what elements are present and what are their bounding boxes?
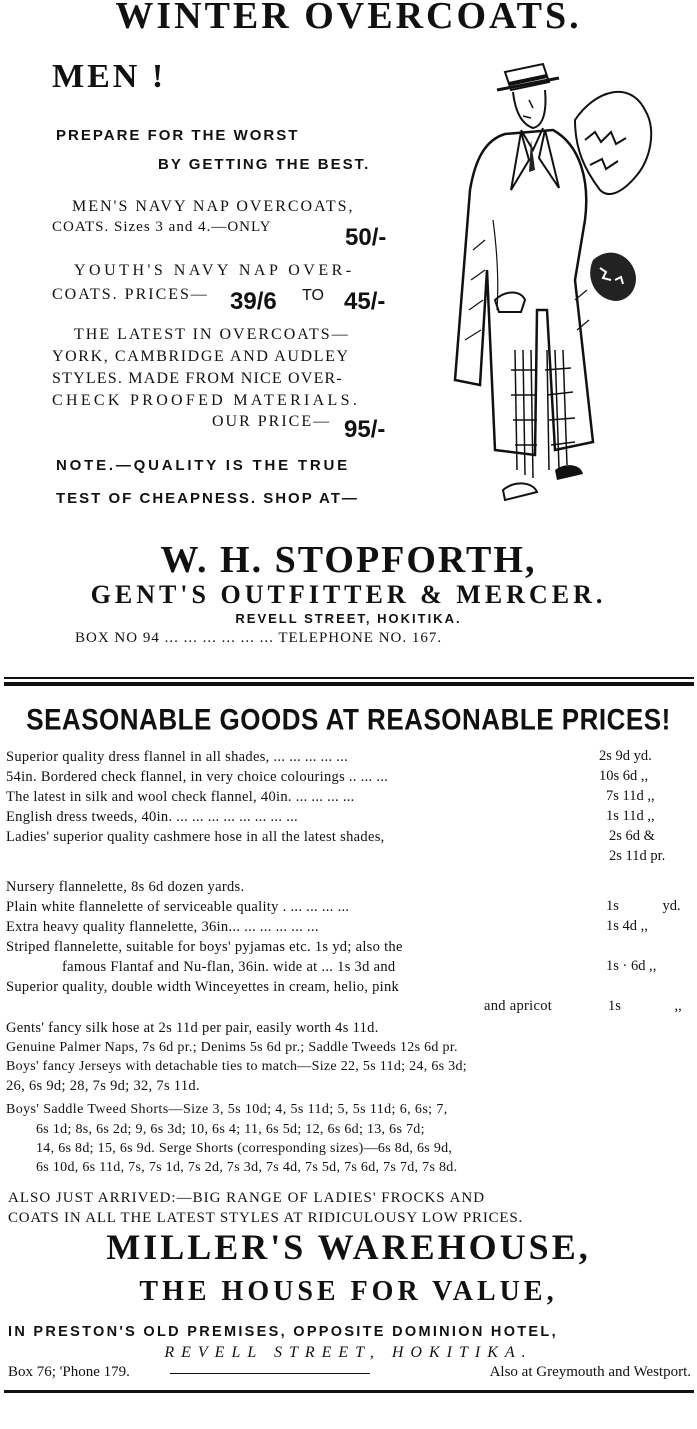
price-row-price: 1s yd. [606,898,681,914]
item3-line4: CHECK PROOFED MATERIALS. [52,392,361,409]
item2-line1: YOUTH'S NAVY NAP OVER- [74,262,355,279]
tagline-2: BY GETTING THE BEST. [158,156,371,173]
man-in-overcoat-illustration [425,50,655,515]
note-line1: NOTE.—QUALITY IS THE TRUE [56,457,350,474]
price-row-price: 2s 9d yd. [599,748,652,764]
price-row-desc: 54in. Bordered check flannel, in very choice colourings .. ... ... [6,769,389,785]
price-list [6,748,694,1026]
price-row [6,938,694,958]
separator-rule-thick [4,682,694,686]
firm-premises: IN PRESTON'S OLD PREMISES, OPPOSITE DOMINION HOTEL, [8,1324,558,1340]
price-row-desc: Ladies' superior quality cashmere hose in all the latest shades, [6,829,385,845]
price-row-desc: Superior quality dress flannel in all shades, ... ... ... ... ... [6,749,349,765]
item3-line3: STYLES. MADE FROM NICE OVER- [52,370,343,387]
item2-price-high: 45/- [344,288,386,315]
ad-title: WINTER OVERCOATS. [115,0,582,37]
firm-street: REVELL STREET, HOKITIKA. [164,1344,533,1361]
firm-name-stopforth: W. H. STOPFORTH, [160,539,537,581]
price-row-price: 2s 6d & [609,828,655,844]
price-row-desc: famous Flantaf and Nu-flan, 36in. wide at ... 1s 3d and [62,959,396,975]
item3-line5: OUR PRICE— [212,413,332,430]
firm-address: REVELL STREET, HOKITIKA. [235,611,462,626]
price-row-desc: and apricot [484,998,553,1014]
item3-line2: YORK, CAMBRIDGE AND AUDLEY [52,348,350,365]
price-row [6,788,694,808]
para-palmer-naps: Genuine Palmer Naps, 7s 6d pr.; Denims 5s 6d pr.; Saddle Tweeds 12s 6d pr. [6,1040,458,1055]
price-row [6,848,694,878]
firm-box-phone: Box 76; 'Phone 179. [8,1364,130,1380]
price-row-price: 2s 11d pr. [609,848,666,864]
item1-line2: COATS. Sizes 3 and 4.—ONLY [52,219,272,235]
price-row [6,768,694,788]
item2-line2: COATS. PRICES— [52,286,209,303]
para-jerseys-2: 26, 6s 9d; 28, 7s 9d; 32, 7s 11d. [6,1078,200,1094]
firm-slogan: THE HOUSE FOR VALUE, [139,1276,558,1307]
price-row-price: 1s ,, [608,998,682,1014]
firm-trade: GENT'S OUTFITTER & MERCER. [90,580,607,609]
para-shorts-2: 6s 1d; 8s, 6s 2d; 9, 6s 3d; 10, 6s 4; 11, 6s 5d; 12, 6s 6d; 13, 6s 7d; [36,1122,425,1137]
price-row-price: 10s 6d ,, [599,768,649,784]
para-silk-hose: Gents' fancy silk hose at 2s 11d per pair, easily worth 4s 11d. [6,1020,379,1036]
price-row [6,918,694,938]
price-row-desc: Nursery flannelette, 8s 6d dozen yards. [6,879,245,895]
price-row-price: 1s 4d ,, [606,918,648,934]
firm-branches: Also at Greymouth and Westport. [489,1364,691,1380]
also-arrived-line2: COATS IN ALL THE LATEST STYLES AT RIDICULOUSY LOW PRICES. [8,1210,524,1226]
price-row [6,958,694,978]
separator-rule-thin [4,677,694,679]
item2-price-low: 39/6 [230,288,277,315]
price-row [6,978,694,998]
price-row [6,808,694,828]
price-row-desc: Superior quality, double width Winceyettes in cream, helio, pink [6,979,400,995]
price-row-desc: Extra heavy quality flannelette, 36in... ... ... ... ... ... [6,919,319,935]
item3-price: 95/- [344,416,386,443]
para-jerseys-1: Boys' fancy Jerseys with detachable ties to match—Size 22, 5s 11d; 24, 6s 3d; [6,1059,467,1074]
price-row [6,828,694,848]
ad-heading-men: MEN ! [52,58,167,95]
para-shorts-1: Boys' Saddle Tweed Shorts—Size 3, 5s 10d; 4, 5s 11d; 5, 5s 11d; 6, 6s; 7, [6,1102,448,1117]
price-row [6,878,694,898]
item3-line1: THE LATEST IN OVERCOATS— [74,326,350,343]
item2-to: TO [302,287,324,304]
note-line2: TEST OF CHEAPNESS. SHOP AT— [56,490,359,507]
firm-name-millers: MILLER'S WAREHOUSE, [106,1227,591,1267]
price-row-price: 1s · 6d ,, [606,958,657,974]
price-row-price: 7s 11d ,, [606,788,655,804]
price-row-desc: English dress tweeds, 40in. ... ... ... ... ... ... ... ... [6,809,298,825]
price-row-desc: Striped flannelette, suitable for boys' pyjamas etc. 1s yd; also the [6,939,403,955]
tagline-1: PREPARE FOR THE WORST [56,127,300,144]
also-arrived-line1: ALSO JUST ARRIVED:—BIG RANGE OF LADIES' FROCKS AND [8,1190,486,1206]
price-row [6,748,694,768]
price-row-price: 1s 11d ,, [606,808,655,824]
bottom-rule [4,1390,694,1393]
para-shorts-3: 14, 6s 8d; 15, 6s 9d. Serge Shorts (corresponding sizes)—6s 8d, 6s 9d, [36,1141,453,1156]
ad2-headline: SEASONABLE GOODS AT REASONABLE PRICES! [26,701,671,737]
price-row-desc: Plain white flannelette of serviceable quality . ... ... ... ... [6,899,350,915]
firm-box-telephone: BOX NO 94 ... ... ... ... ... ... TELEPHONE NO. 167. [75,630,443,646]
item1-price: 50/- [345,224,387,251]
para-shorts-4: 6s 10d, 6s 11d, 7s, 7s 1d, 7s 2d, 7s 3d, 7s 4d, 7s 5d, 7s 6d, 7s 7d, 7s 8d. [36,1160,458,1175]
price-row [6,898,694,918]
price-row-desc: The latest in silk and wool check flannel, 40in. ... ... ... ... [6,789,355,805]
dash-rule [170,1373,370,1374]
item1-line1: MEN'S NAVY NAP OVERCOATS, [72,198,355,215]
